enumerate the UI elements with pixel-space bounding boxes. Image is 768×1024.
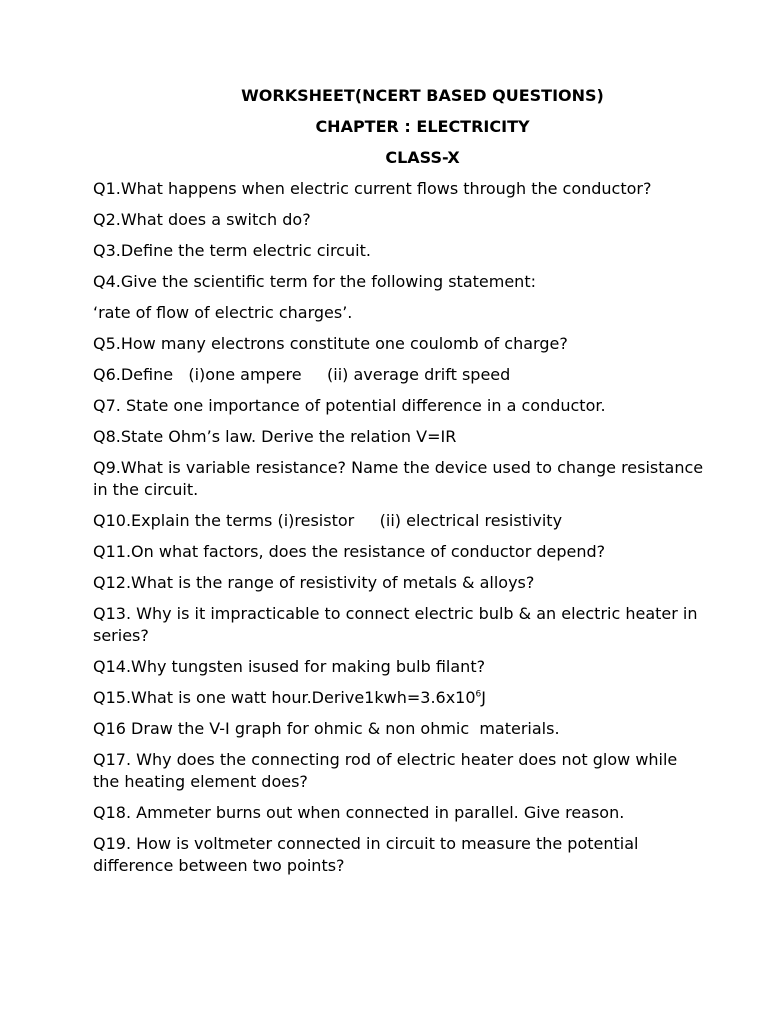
question-17: Q17. Why does the connecting rod of electric heater does not glow while the heating element does? xyxy=(93,750,683,791)
chapter-title: CHAPTER : ELECTRICITY xyxy=(315,117,530,136)
question-4-statement: ‘rate of flow of electric charges’. xyxy=(93,303,353,322)
question-7: Q7. State one importance of potential difference in a conductor. xyxy=(93,396,606,415)
question-14: Q14.Why tungsten isused for making bulb filant? xyxy=(93,657,486,676)
question-12: Q12.What is the range of resistivity of metals & alloys? xyxy=(93,573,535,592)
question-5: Q5.How many electrons constitute one coulomb of charge? xyxy=(93,334,568,353)
worksheet-title: WORKSHEET(NCERT BASED QUESTIONS) xyxy=(241,86,604,105)
question-9: Q9.What is variable resistance? Name the device used to change resistance in the circuit. xyxy=(93,458,709,499)
question-10: Q10.Explain the terms (i)resistor (ii) electrical resistivity xyxy=(93,511,563,530)
question-1: Q1.What happens when electric current flows through the conductor? xyxy=(93,179,652,198)
question-15-unit: J xyxy=(481,688,486,707)
question-11: Q11.On what factors, does the resistance of conductor depend? xyxy=(93,542,606,561)
question-15-text: Q15.What is one watt hour.Derive1kwh=3.6x10 xyxy=(93,688,476,707)
question-15-exponent: 6 xyxy=(475,689,482,700)
question-15 xyxy=(93,687,708,709)
question-6: Q6.Define (i)one ampere (ii) average drift speed xyxy=(93,365,511,384)
question-19: Q19. How is voltmeter connected in circuit to measure the potential difference between two points? xyxy=(93,834,644,875)
question-18: Q18. Ammeter burns out when connected in parallel. Give reason. xyxy=(93,803,625,822)
question-4: Q4.Give the scientific term for the following statement: xyxy=(93,272,536,291)
question-list xyxy=(93,178,708,877)
question-13: Q13. Why is it impracticable to connect electric bulb & an electric heater in series? xyxy=(93,604,703,645)
class-title: CLASS-X xyxy=(385,148,460,167)
question-2: Q2.What does a switch do? xyxy=(93,210,311,229)
question-8: Q8.State Ohm’s law. Derive the relation V=IR xyxy=(93,427,457,446)
question-3: Q3.Define the term electric circuit. xyxy=(93,241,371,260)
question-16: Q16 Draw the V-I graph for ohmic & non ohmic materials. xyxy=(93,719,560,738)
